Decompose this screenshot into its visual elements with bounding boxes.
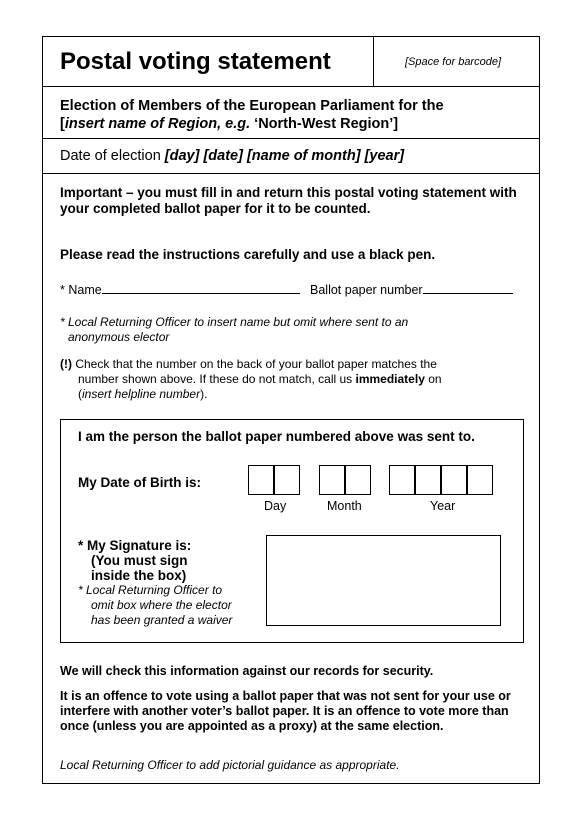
ballot-number-label: Ballot paper number [310,283,423,297]
check-line-2-text: number shown above. If these do not match, call us [78,372,356,386]
dob-year-digit-1[interactable] [389,465,415,495]
dob-month-digit-1[interactable] [319,465,345,495]
security-notice: We will check this information against our records for security. [60,664,434,678]
election-title [60,97,530,133]
name-field[interactable] [60,281,300,297]
election-region-hint: insert name of Region, e.g. [64,116,251,132]
name-line[interactable] [102,281,300,294]
check-line-1: Check that the number on the back of your ballot paper matches the [72,357,437,371]
helpline-placeholder: insert helpline number [82,387,201,401]
warning-marker: (!) [60,357,72,371]
dob-year-digit-3[interactable] [441,465,467,495]
waiver-line-1: * Local Returning Officer to [78,583,223,597]
returning-officer-note [60,315,500,345]
dob-month-digit-2[interactable] [345,465,371,495]
dob-day-digit-1[interactable] [248,465,274,495]
dob-year-label: Year [430,499,456,513]
election-date [60,148,404,164]
check-number-notice [60,357,525,402]
waiver-line-3: has been granted a waiver [91,613,233,627]
dob-label: My Date of Birth is: [78,475,202,490]
instructions-notice: Please read the instructions carefully and use a black pen. [60,247,436,262]
pictorial-guidance-note: Local Returning Officer to add pictorial guidance as appropriate. [60,758,400,772]
signature-waiver-note [78,583,268,628]
dob-year-digit-4[interactable] [467,465,493,495]
date-value: [day] [date] [name of month] [year] [164,148,405,164]
divider [43,173,539,174]
signature-line-2: (You must sign [91,553,188,568]
dob-year-digit-2[interactable] [415,465,441,495]
signature-line-3: inside the box) [91,568,187,583]
dob-day-label: Day [264,499,287,513]
page-title: Postal voting statement [60,48,331,75]
important-notice: Important – you must fill in and return this postal voting statement with your completed ballot paper for it to be counted. [60,185,517,216]
signature-label [78,538,268,583]
offence-notice: It is an offence to vote using a ballot paper that was not sent for your use or interfere with another voter’s ballot paper. It is an offence to vote more than once (unless you are appointed as a proxy) at the same election. [60,689,511,733]
check-line-3 [60,387,525,402]
immediately-text: immediately [355,372,425,386]
header-divider [373,37,374,86]
divider [43,138,539,139]
barcode-placeholder: [Space for barcode] [405,56,502,68]
note-line-2: anonymous elector [68,330,170,344]
paren-close: ). [200,387,208,401]
election-line-1: Election of Members of the European Parliament for the [60,98,444,114]
declaration-box [60,419,524,643]
name-label: * Name [60,283,102,297]
divider [43,86,539,87]
declaration-statement: I am the person the ballot paper numbered above was sent to. [78,429,475,444]
dob-day-digit-2[interactable] [274,465,300,495]
note-line-1: * Local Returning Officer to insert name but omit where sent to an [60,315,409,329]
dob-month-label: Month [327,499,362,513]
bracket-open: [ [60,116,65,132]
election-region-example: ‘North-West Region’] [250,116,399,132]
ballot-number-line [423,281,513,294]
check-line-2 [60,372,525,387]
check-line-2-end: on [424,372,442,386]
signature-line-1: * My Signature is: [78,538,192,553]
ballot-number-field [310,281,513,297]
paren-open: ( [78,387,82,401]
postal-voting-form [42,36,540,784]
election-line-2 [60,115,530,133]
date-prefix: Date of election [60,148,165,164]
waiver-line-2: omit box where the elector [91,598,232,612]
signature-box[interactable] [266,535,501,626]
